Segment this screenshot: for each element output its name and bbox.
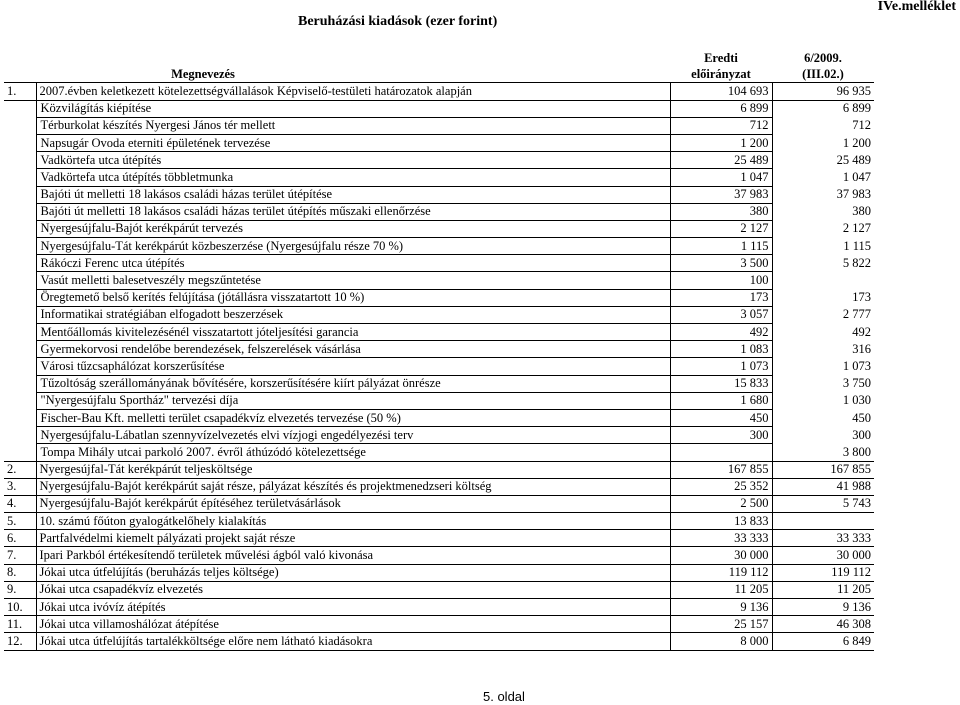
- row-number: 5.: [4, 513, 36, 530]
- row-number: 8.: [4, 564, 36, 581]
- row-description: Nyergesújfalu-Bajót kerékpárút tervezés: [36, 220, 670, 237]
- row-number: 4.: [4, 495, 36, 512]
- row-number: [4, 289, 36, 306]
- row-modified-value: 1 115: [843, 238, 871, 253]
- row-number: [4, 100, 36, 117]
- row-description: "Nyergesújfalu Sportház" tervezési díja: [36, 392, 670, 409]
- row-modified-value: 9 136: [772, 599, 874, 616]
- row-number: [4, 255, 36, 272]
- row-modified-value: 30 000: [772, 547, 874, 564]
- table-row: [4, 203, 874, 220]
- row-description: Bajóti út melletti 18 lakásos családi házas terület útépítés műszaki ellenőrzése: [36, 203, 670, 220]
- row-description: Rákóczi Ferenc utca útépítés: [36, 255, 670, 272]
- row-number: [4, 358, 36, 375]
- row-description: Vadkörtefa utca útépítés többletmunka: [36, 169, 670, 186]
- row-original-value: 167 855: [670, 461, 772, 478]
- row-modified-value: 25 489: [836, 152, 871, 167]
- row-modified-value: 96 935: [772, 83, 874, 100]
- table-row: [4, 152, 874, 169]
- row-modified-value: 37 983: [836, 187, 871, 202]
- row-number: [4, 117, 36, 134]
- row-description: Városi tűzcsaphálózat korszerűsítése: [36, 358, 670, 375]
- row-modified-value: 3 750: [842, 376, 871, 391]
- table-row: [4, 530, 874, 547]
- header-modified-line2: (III.02.): [772, 66, 874, 83]
- row-description: Térburkolat készítés Nyergesi János tér mellett: [36, 117, 670, 134]
- table-row: [4, 564, 874, 581]
- row-description: Vadkörtefa utca útépítés: [36, 152, 670, 169]
- row-number: 6.: [4, 530, 36, 547]
- row-number: [4, 134, 36, 151]
- row-number: 11.: [4, 616, 36, 633]
- page-footer: 5. oldal: [483, 689, 525, 704]
- table-row: [4, 186, 874, 203]
- row-original-value: 2 500: [670, 495, 772, 512]
- header-original-line2: előirányzat: [670, 66, 772, 83]
- row-description: 10. számú főúton gyalogátkelőhely kialakítás: [36, 513, 670, 530]
- table-row: [4, 220, 874, 237]
- row-modified-value: 173: [852, 290, 871, 305]
- row-description: Jókai utca ivóvíz átépítés: [36, 599, 670, 616]
- row-description: Jókai utca útfelújítás tartalékköltsége előre nem látható kiadásokra: [36, 633, 670, 650]
- row-number: [4, 324, 36, 341]
- row-description: Vasút melletti balesetveszély megszűntetése: [36, 272, 670, 289]
- row-original-value: 173: [670, 289, 772, 306]
- row-modified-value: 6 899: [842, 101, 871, 116]
- row-description: Partfalvédelmi kiemelt pályázati projekt saját része: [36, 530, 670, 547]
- row-number: [4, 220, 36, 237]
- row-modified-value: 380: [852, 204, 871, 219]
- row-original-value: 3 057: [670, 306, 772, 323]
- row-number: [4, 203, 36, 220]
- table-row: [4, 341, 874, 358]
- table-row: [4, 444, 874, 461]
- row-number: [4, 169, 36, 186]
- row-modified-value: 1 200: [842, 135, 871, 150]
- row-description: Ipari Parkból értékesítendő területek művelési ágból való kivonása: [36, 547, 670, 564]
- row-modified-value: 1 030: [842, 393, 871, 408]
- header-row-2: [4, 66, 874, 83]
- row-original-value: 1 083: [670, 341, 772, 358]
- row-original-value: 25 352: [670, 478, 772, 495]
- table-row: [4, 375, 874, 392]
- row-description: Nyergesújfalu-Tát kerékpárút közbeszerzése (Nyergesújfalu része 70 %): [36, 238, 670, 255]
- row-original-value: 380: [670, 203, 772, 220]
- row-modified-value: 119 112: [772, 564, 874, 581]
- row-description: Jókai utca útfelújítás (beruházás teljes költsége): [36, 564, 670, 581]
- row-number: [4, 238, 36, 255]
- table-row: [4, 169, 874, 186]
- row-modified-value: 1 047: [842, 169, 871, 184]
- row-modified-value: 2 777: [842, 307, 871, 322]
- row-description: Nyergesújfalu-Bajót kerékpárút saját része, pályázat készítés és projektmenedzseri költség: [36, 478, 670, 495]
- table-row: [4, 547, 874, 564]
- header-description: Megnevezés: [36, 66, 670, 83]
- row-original-value: 1 200: [670, 134, 772, 151]
- row-description: 2007.évben keletkezett kötelezettségvállalások Képviselő-testületi határozatok alapján: [36, 83, 670, 100]
- row-modified-value: 33 333: [772, 530, 874, 547]
- row-modified-value: 167 855: [772, 461, 874, 478]
- row-modified-value: 41 988: [772, 478, 874, 495]
- table-row: [4, 272, 874, 289]
- table-row: [4, 427, 874, 444]
- table-row: [4, 324, 874, 341]
- row-number: [4, 409, 36, 426]
- row-number: [4, 427, 36, 444]
- row-number: [4, 272, 36, 289]
- table-row: [4, 392, 874, 409]
- row-modified-value: 5 822: [842, 255, 871, 270]
- row-modified-value: 450: [852, 410, 871, 425]
- table-row: [4, 616, 874, 633]
- header-row-1: [4, 50, 874, 66]
- annex-label: IVe.melléklet: [877, 0, 956, 14]
- row-modified-value: [772, 272, 874, 289]
- table-row: [4, 134, 874, 151]
- row-modified-value: 3 800: [772, 444, 874, 461]
- row-original-value: 2 127: [670, 220, 772, 237]
- row-description: Nyergesújfal-Tát kerékpárút teljesköltsége: [36, 461, 670, 478]
- row-description: Informatikai stratégiában elfogadott beszerzések: [36, 306, 670, 323]
- row-number: 10.: [4, 599, 36, 616]
- row-number: 1.: [4, 83, 36, 100]
- row-original-value: 1 073: [670, 358, 772, 375]
- header-original-line1: Eredti: [704, 50, 738, 65]
- row-number: [4, 152, 36, 169]
- row-modified-value: 712: [852, 118, 871, 133]
- row-description: Tompa Mihály utcai parkoló 2007. évről áthúzódó kötelezettsége: [36, 444, 670, 461]
- row-description: Napsugár Ovoda eterniti épületének tervezése: [36, 134, 670, 151]
- row-number: [4, 306, 36, 323]
- row-modified-value: 1 073: [842, 358, 871, 373]
- table-row: [4, 117, 874, 134]
- row-modified-value: 492: [852, 324, 871, 339]
- row-number: [4, 444, 36, 461]
- row-original-value: 104 693: [670, 83, 772, 100]
- table-row: [4, 581, 874, 598]
- row-original-value: 712: [670, 117, 772, 134]
- table-row: [4, 255, 874, 272]
- row-modified-value: 300: [852, 427, 871, 442]
- row-number: [4, 341, 36, 358]
- row-description: Közvilágítás kiépítése: [36, 100, 670, 117]
- row-number: 7.: [4, 547, 36, 564]
- row-number: [4, 186, 36, 203]
- table-row: [4, 100, 874, 117]
- row-original-value: 25 157: [670, 616, 772, 633]
- row-original-value: [670, 444, 772, 461]
- row-original-value: 37 983: [670, 186, 772, 203]
- header-modified-line1: 6/2009.: [804, 50, 842, 65]
- row-original-value: 1 115: [670, 238, 772, 255]
- table-row: [4, 495, 874, 512]
- row-original-value: 1 047: [670, 169, 772, 186]
- row-description: Tűzoltóság szerállományának bővítésére, korszerűsítésére kiírt pályázat önrésze: [36, 375, 670, 392]
- row-original-value: 6 899: [670, 100, 772, 117]
- row-original-value: 33 333: [670, 530, 772, 547]
- row-number: 9.: [4, 581, 36, 598]
- expenditure-table: [4, 50, 874, 651]
- row-description: Öregtemető belső kerítés felújítása (jótállásra visszatartott 10 %): [36, 289, 670, 306]
- table-row: [4, 83, 874, 100]
- row-description: Jókai utca villamoshálózat átépítése: [36, 616, 670, 633]
- row-original-value: 25 489: [670, 152, 772, 169]
- row-description: Nyergesújfalu-Bajót kerékpárút építéséhez területvásárlások: [36, 495, 670, 512]
- row-original-value: 8 000: [670, 633, 772, 650]
- table-row: [4, 306, 874, 323]
- table-row: [4, 289, 874, 306]
- row-number: 3.: [4, 478, 36, 495]
- row-original-value: 300: [670, 427, 772, 444]
- table-row: [4, 513, 874, 530]
- row-description: Nyergesújfalu-Lábatlan szennyvízelvezetés elvi vízjogi engedélyezési terv: [36, 427, 670, 444]
- row-original-value: 1 680: [670, 392, 772, 409]
- table-row: [4, 461, 874, 478]
- row-modified-value: 316: [852, 341, 871, 356]
- row-modified-value: 6 849: [772, 633, 874, 650]
- row-description: Gyermekorvosi rendelőbe berendezések, felszerelések vásárlása: [36, 341, 670, 358]
- row-original-value: 450: [670, 409, 772, 426]
- row-modified-value: [772, 513, 874, 530]
- row-description: Mentőállomás kivitelezésénél visszatartott jóteljesítési garancia: [36, 324, 670, 341]
- table-row: [4, 238, 874, 255]
- row-description: Bajóti út melletti 18 lakásos családi házas terület útépítése: [36, 186, 670, 203]
- row-original-value: 13 833: [670, 513, 772, 530]
- table-row: [4, 633, 874, 650]
- row-original-value: 11 205: [670, 581, 772, 598]
- row-number: 2.: [4, 461, 36, 478]
- row-original-value: 30 000: [670, 547, 772, 564]
- row-original-value: 9 136: [670, 599, 772, 616]
- row-original-value: 119 112: [670, 564, 772, 581]
- table-row: [4, 358, 874, 375]
- row-original-value: 3 500: [670, 255, 772, 272]
- row-original-value: 492: [670, 324, 772, 341]
- row-modified-value: 2 127: [842, 221, 871, 236]
- row-modified-value: 5 743: [772, 495, 874, 512]
- row-number: [4, 375, 36, 392]
- row-original-value: 15 833: [670, 375, 772, 392]
- table-row: [4, 478, 874, 495]
- row-modified-value: 11 205: [772, 581, 874, 598]
- table-row: [4, 409, 874, 426]
- row-original-value: 100: [670, 272, 772, 289]
- row-number: 12.: [4, 633, 36, 650]
- row-description: Jókai utca csapadékvíz elvezetés: [36, 581, 670, 598]
- table-row: [4, 599, 874, 616]
- row-description: Fischer-Bau Kft. melletti terület csapadékvíz elvezetés tervezése (50 %): [36, 409, 670, 426]
- row-number: [4, 392, 36, 409]
- row-modified-value: 46 308: [772, 616, 874, 633]
- page-title: Beruházási kiadások (ezer forint): [298, 14, 498, 29]
